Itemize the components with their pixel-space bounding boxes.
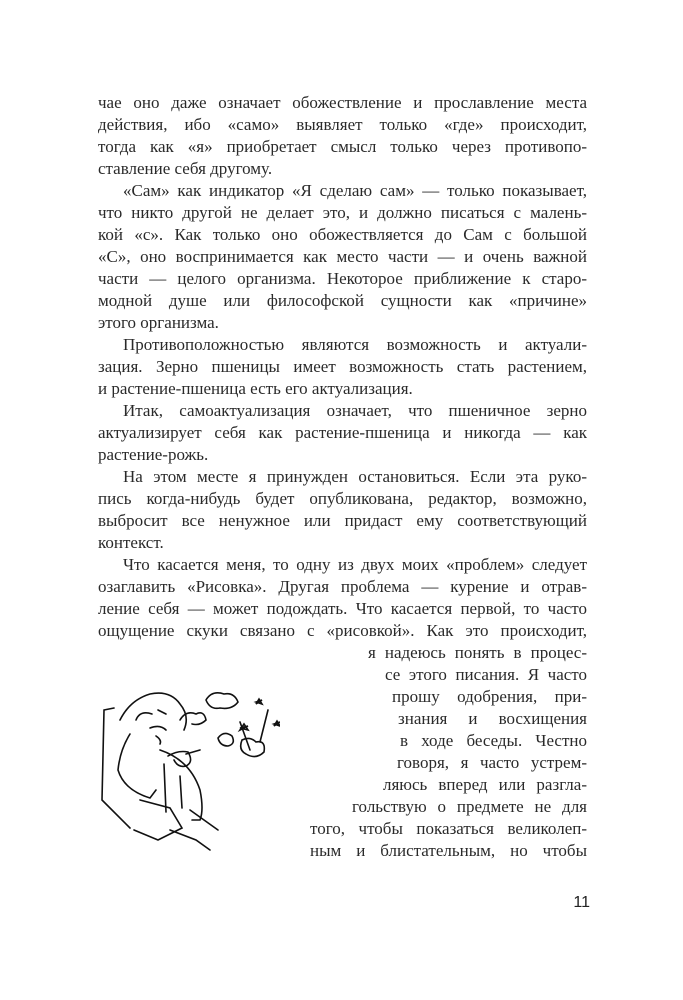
text-line: актуализирует себя как растение-пшеница и никогда — как: [98, 423, 587, 442]
text-line: растение-рожь.: [98, 445, 209, 464]
text-line: «Сам» как индикатор «Я сделаю сам» — только показывает,: [123, 181, 587, 200]
text-line: кой «с». Как только оно обожествляется до Сам с большой: [98, 225, 587, 244]
text-line: прошу одобрения, при-: [392, 687, 587, 706]
text-line: зация. Зерно пшеницы имеет возможность стать растением,: [98, 357, 587, 376]
text-line: се этого писания. Я часто: [385, 665, 587, 684]
text-line: говоря, я часто устрем-: [397, 753, 587, 772]
text-line: ставление себя другому.: [98, 159, 273, 178]
text-line: чае оно даже означает обожествление и прославление места: [98, 93, 587, 112]
text-line: того, чтобы показаться великолеп-: [310, 819, 587, 838]
text-line: и растение-пшеница есть его актуализация.: [98, 379, 413, 398]
page-number: 11: [573, 894, 590, 911]
text-line: действия, ибо «само» выявляет только «где» происходит,: [98, 115, 587, 134]
text-line: знания и восхищения: [398, 709, 587, 728]
text-line: ным и блистательным, но чтобы: [310, 841, 587, 860]
text-line: Что касается меня, то одну из двух моих «проблем» следует: [123, 555, 587, 574]
text-line: ляюсь вперед или разгла-: [383, 775, 587, 794]
text-line: «С», оно воспринимается как место части — и очень важной: [98, 247, 587, 266]
text-line: На этом месте я принужден остановиться. Если эта руко-: [123, 467, 587, 486]
text-line: этого организма.: [98, 313, 219, 332]
text-line: в ходе беседы. Честно: [400, 731, 587, 750]
text-line: Противоположностью являются возможность и актуали-: [123, 335, 587, 354]
text-line: ление себя — может подождать. Что касается первой, то часто: [98, 599, 587, 618]
text-line: что никто другой не делает это, и должно писаться с малень-: [98, 203, 587, 222]
text-line: модной душе или философской сущности как «причине»: [98, 291, 587, 310]
text-line: пись когда-нибудь будет опубликована, редактор, возможно,: [98, 489, 587, 508]
text-line: я надеюсь понять в процес-: [368, 643, 587, 662]
man-in-armchair-sketch: [100, 680, 280, 860]
text-line: озаглавить «Рисовка». Другая проблема — курение и отрав-: [98, 577, 587, 596]
text-line: выбросит все ненужное или придаст ему соответствующий: [98, 511, 587, 530]
text-line: ощущение скуки связано с «рисовкой». Как это происходит,: [98, 621, 587, 640]
text-line: контекст.: [98, 533, 164, 552]
text-line: тогда как «я» приобретает смысл только через противопо-: [98, 137, 587, 156]
text-line: части — целого организма. Некоторое приближение к старо-: [98, 269, 587, 288]
text-line: гольствую о предмете не для: [352, 797, 587, 816]
text-line: Итак, самоактуализация означает, что пшеничное зерно: [123, 401, 587, 420]
